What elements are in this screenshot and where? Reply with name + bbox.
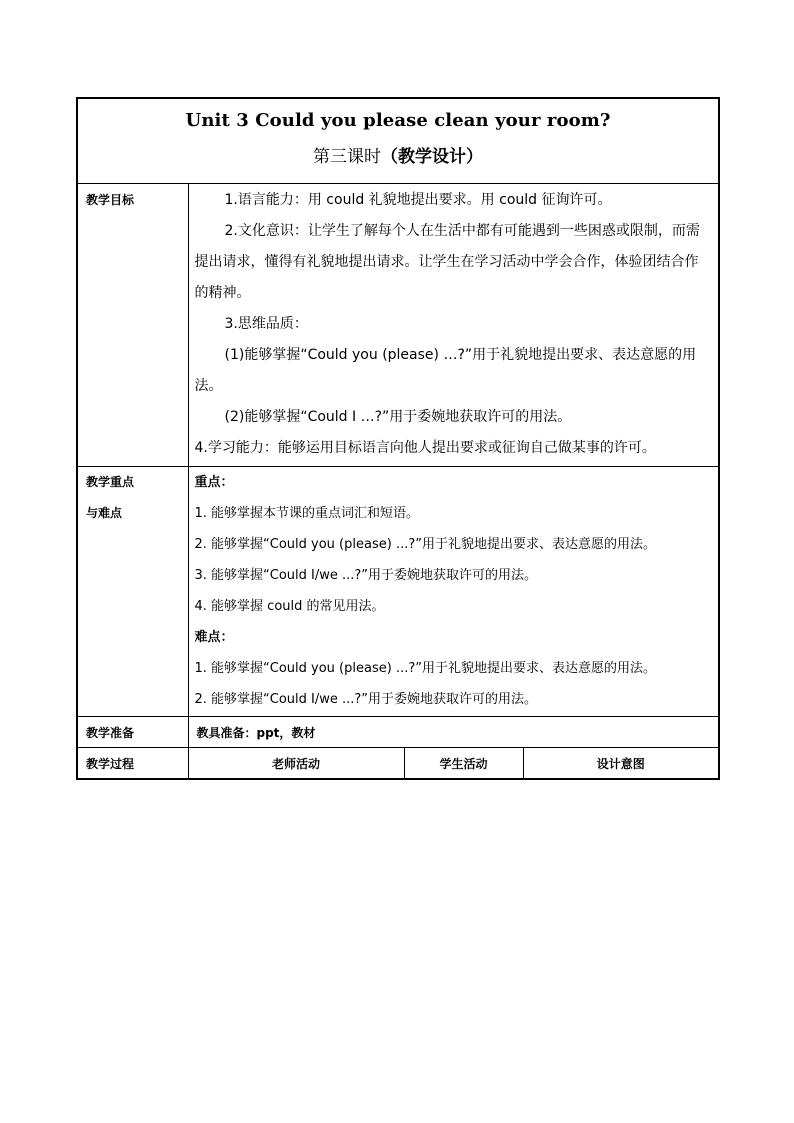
chinese-title (78, 142, 718, 167)
key-points-row (77, 467, 719, 717)
objective-item: 4.学习能力：能够运用目标语言向他人提出要求或征询自己做某事的许可。 (194, 440, 656, 456)
chinese-title-prefix: 第三课时 (313, 147, 382, 167)
objectives-content (188, 184, 719, 467)
key-item: 4. 能够掌握 could 的常见用法。 (194, 599, 385, 614)
objective-item: (2)能够掌握“Could I …?”用于委婉地获取许可的用法。 (224, 409, 572, 425)
key-item: 2. 能够掌握“Could you (please) ...?”用于礼貌地提出要求、表达意愿的用法。 (194, 537, 656, 552)
teacher-activity-header: 老师活动 (188, 748, 404, 780)
key-points-label-line1: 教学重点 (86, 475, 135, 489)
process-header-row (77, 748, 719, 780)
difficult-item: 1. 能够掌握“Could you (please) ...?”用于礼貌地提出要求、表达意愿的用法。 (194, 661, 656, 676)
difficult-heading: 难点： (194, 630, 234, 645)
objectives-label: 教学目标 (86, 193, 135, 207)
objective-item: 1.语言能力：用 could 礼貌地提出要求。用 could 征询许可。 (224, 192, 612, 208)
title-cell (77, 98, 719, 184)
lesson-plan-table (76, 97, 720, 780)
objectives-row (77, 184, 719, 467)
lesson-plan-sheet (76, 97, 718, 780)
objective-item: 2.文化意识：让学生了解每个人在生活中都有可能遇到一些困惑或限制，而需提出请求，懂得有礼貌地提出请求。让学生在学习活动中学会合作，体验团结合作的精神。 (194, 223, 700, 301)
objective-item: 3.思维品质： (224, 316, 308, 332)
objectives-label-cell (77, 184, 188, 467)
process-label: 教学过程 (77, 748, 188, 780)
preparation-row (77, 717, 719, 748)
design-intent-header: 设计意图 (523, 748, 719, 780)
preparation-text: 教具准备：ppt，教材 (188, 717, 719, 748)
key-item: 3. 能够掌握“Could I/we ...?”用于委婉地获取许可的用法。 (194, 568, 538, 583)
chinese-title-suffix: （教学设计） (381, 147, 484, 167)
key-item: 1. 能够掌握本节课的重点词汇和短语。 (194, 506, 420, 521)
english-title: Unit 3 Could you please clean your room? (185, 110, 611, 131)
title-row (77, 98, 719, 184)
key-points-label-line2: 与难点 (86, 506, 123, 520)
student-activity-header: 学生活动 (404, 748, 523, 780)
difficult-item: 2. 能够掌握“Could I/we ...?”用于委婉地获取许可的用法。 (194, 692, 538, 707)
key-points-content (188, 467, 719, 717)
key-heading: 重点： (194, 475, 234, 490)
objective-item: (1)能够掌握“Could you (please) …?”用于礼貌地提出要求、表达意愿的用法。 (194, 347, 697, 394)
preparation-label: 教学准备 (77, 717, 188, 748)
key-points-label-cell (77, 467, 188, 717)
